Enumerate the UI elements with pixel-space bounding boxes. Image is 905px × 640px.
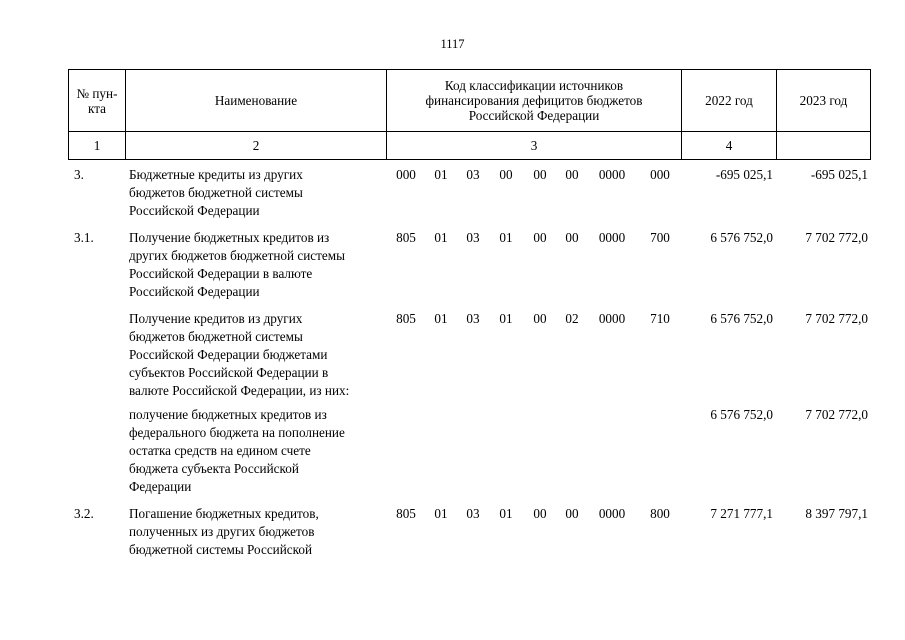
header-2023 [777,69,871,132]
row-name-line: Российской Федерации в валюте [129,266,313,281]
value-2023: 7 702 772,0 [805,311,868,326]
header-number-line: кта [87,100,106,116]
header-index-label: 3 [530,138,538,153]
code-segment: 00 [533,167,547,182]
row-name-line: бюджетов бюджетной системы [129,185,303,200]
code-segment: 00 [565,506,579,521]
row-name-line: Получение кредитов из других [129,311,303,326]
row-name-line: бюджетной системы Российской [129,542,313,557]
value-2022: 6 576 752,0 [710,311,773,326]
row-number: 3.1. [74,230,94,245]
code-segment: 01 [434,311,448,326]
row-name-line: Погашение бюджетных кредитов, [129,506,319,521]
row-name-line: Российской Федерации [129,284,260,299]
header-index-1 [68,132,126,160]
row-name-line: других бюджетов бюджетной системы [129,248,345,263]
value-2022: 7 271 777,1 [710,506,773,521]
value-2022: 6 576 752,0 [710,230,773,245]
code-segment: 01 [499,311,513,326]
row-name [129,229,389,301]
code-segment: 805 [396,311,416,326]
header-index-label: 4 [725,138,733,153]
code-segment: 01 [434,506,448,521]
row-name-line: Российской Федерации [129,203,260,218]
code-segment: 00 [533,311,547,326]
code-segment: 03 [466,311,480,326]
code-segment: 805 [396,230,416,245]
header-name-label: Наименование [214,93,298,108]
row-name-line: федерального бюджета на пополнение [129,425,345,440]
value-2022: -695 025,1 [715,167,773,182]
code-segment: 00 [499,167,513,182]
code-segment: 01 [434,167,448,182]
code-segment: 03 [466,230,480,245]
code-segment: 800 [650,506,670,521]
page-number: 1117 [440,37,465,51]
header-code-line: Код классификации источников [444,78,624,93]
code-segment: 00 [565,230,579,245]
row-name-line: бюджетов бюджетной системы [129,329,303,344]
header-2023-label: 2023 год [799,93,848,108]
row-name [129,505,389,559]
code-segment: 00 [565,167,579,182]
code-segment: 01 [499,506,513,521]
header-index-3 [387,132,682,160]
header-name [126,69,387,132]
value-2023: 7 702 772,0 [805,230,868,245]
header-2022-label: 2022 год [705,93,753,108]
row-name-line: Получение бюджетных кредитов из [129,230,330,245]
value-2023: 7 702 772,0 [805,407,868,422]
code-segment: 03 [466,506,480,521]
code-segment: 02 [565,311,579,326]
header-index-label: 1 [93,138,101,153]
code-segment: 00 [533,506,547,521]
value-2023: 8 397 797,1 [805,506,868,521]
code-segment: 700 [650,230,670,245]
header-code-line: Российской Федерации [468,108,600,123]
row-name-line: Российской Федерации бюджетами [129,347,328,362]
code-segment: 00 [533,230,547,245]
code-segment: 805 [396,506,416,521]
code-segment: 710 [650,311,670,326]
row-name-line: полученных из других бюджетов [129,524,315,539]
header-2022 [682,69,777,132]
row-number: 3.2. [74,506,94,521]
code-segment: 000 [396,167,416,182]
row-name-line: получение бюджетных кредитов из [129,407,327,422]
row-name [129,406,389,496]
row-name-line: Бюджетные кредиты из других [129,167,303,182]
row-number: 3. [74,167,84,182]
code-segment: 0000 [598,506,626,521]
row-name [129,166,389,220]
row-name-line: субъектов Российской Федерации в [129,365,329,380]
row-name-line: остатка средств на едином счете [129,443,311,458]
code-segment: 0000 [598,311,626,326]
header-code-line: финансирования дефицитов бюджетов [425,93,643,108]
row-name-line: Федерации [129,479,192,494]
header-number-line: № пун- [76,85,118,101]
header-index-5 [777,132,871,160]
code-segment: 000 [650,167,670,182]
header-index-label: 2 [252,138,260,153]
header-index-4 [682,132,777,160]
code-segment: 01 [434,230,448,245]
code-segment: 01 [499,230,513,245]
code-segment: 0000 [598,167,626,182]
header-code [387,69,682,132]
code-segment: 03 [466,167,480,182]
header-index-2 [126,132,387,160]
value-2023: -695 025,1 [810,167,868,182]
code-segment: 0000 [598,230,626,245]
row-name-line: валюте Российской Федерации, из них: [129,383,350,398]
value-2022: 6 576 752,0 [710,407,773,422]
row-name [129,310,389,400]
row-name-line: бюджета субъекта Российской [129,461,299,476]
table-header [68,69,871,160]
header-number [68,69,126,132]
